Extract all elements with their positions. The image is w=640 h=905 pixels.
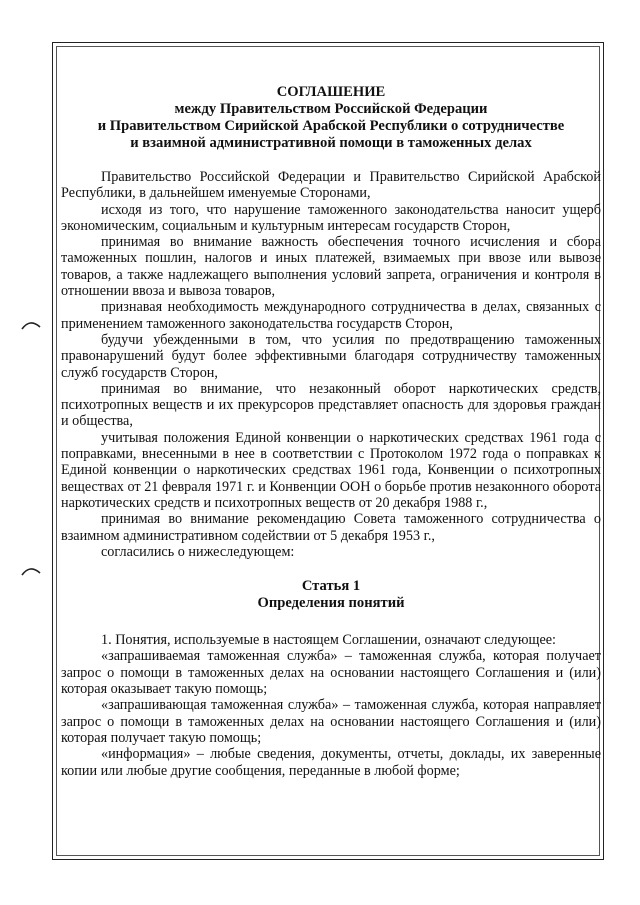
punch-hole-mark bbox=[20, 566, 42, 576]
preamble-paragraph: принимая во внимание, что незаконный оборот наркотических средств, психотропных веществ и их прекурсоров представляет опасность для здоровья граждан и общества, bbox=[61, 380, 601, 430]
title-line: и Правительством Сирийской Арабской Республики о сотрудничестве bbox=[97, 118, 565, 134]
preamble-paragraph: принимая во внимание важность обеспечения точного исчисления и сбора таможенных пошлин, налогов и иных платежей, взимаемых при ввозе или вывозе товаров, а также надлежащего выполнения условий запрета, ограничения и контроля в отношении ввоза и вывоза товаров, bbox=[61, 234, 601, 300]
title-line: между Правительством Российской Федерации bbox=[174, 101, 488, 117]
article-title: Определения понятий bbox=[257, 595, 405, 612]
article-paragraph: 1. Понятия, используемые в настоящем Соглашении, означают следующее: bbox=[101, 632, 556, 649]
preamble-paragraph: принимая во внимание рекомендацию Совета таможенного сотрудничества о взаимном административном содействии от 5 декабря 1953 г., bbox=[61, 511, 601, 544]
preamble-paragraph: будучи убежденными в том, что усилия по предотвращению таможенных правонарушений будут более эффективными благодаря сотрудничеству таможенных служб государств Сторон, bbox=[61, 331, 601, 381]
preamble-paragraph: Правительство Российской Федерации и Правительство Сирийской Арабской Республики, в дальнейшем именуемые Сторонами, bbox=[61, 169, 601, 202]
article-heading bbox=[61, 578, 601, 612]
title-line: и взаимной административной помощи в таможенных делах bbox=[130, 135, 532, 151]
preamble-paragraph: признавая необходимость международного сотрудничества в делах, связанных с применением таможенного законодательства государств Сторон, bbox=[61, 299, 601, 332]
article-paragraph: «запрашиваемая таможенная служба» – таможенная служба, которая получает запрос о помощи в таможенных делах на основании настоящего Соглашения и (или) которая оказывает такую помощь; bbox=[61, 648, 601, 698]
preamble-paragraph: согласились о нижеследующем: bbox=[101, 543, 295, 560]
article-paragraph: «информация» – любые сведения, документы, отчеты, доклады, их заверенные копии или любые другие сообщения, переданные в любой форме; bbox=[61, 746, 601, 779]
punch-hole-mark bbox=[20, 320, 42, 330]
document-title bbox=[61, 84, 601, 152]
preamble-paragraph: исходя из того, что нарушение таможенного законодательства наносит ущерб экономическим, социальным и культурным интересам государств Сторон, bbox=[61, 201, 601, 234]
article-paragraph: «запрашивающая таможенная служба» – таможенная служба, которая направляет запрос о помощи в таможенных делах на основании настоящего Соглашения и (или) которая получает такую помощь; bbox=[61, 697, 601, 746]
preamble bbox=[61, 169, 601, 560]
article-body bbox=[61, 632, 601, 779]
preamble-paragraph: учитывая положения Единой конвенции о наркотических средствах 1961 года с поправками, внесенными в нее в соответствии с Протоколом 1972 года о поправках к Единой конвенции о наркотических средствах 1961 года, Конвенции о психотропных веществах от 21 февраля 1971 г. и Конвенции ООН о борьбе против незаконного оборота наркотических средств и психотропных веществ от 20 декабря 1988 г., bbox=[61, 429, 601, 511]
article-number: Статья 1 bbox=[301, 578, 361, 595]
document-body bbox=[61, 84, 601, 779]
title-main: СОГЛАШЕНИЕ bbox=[276, 84, 386, 100]
